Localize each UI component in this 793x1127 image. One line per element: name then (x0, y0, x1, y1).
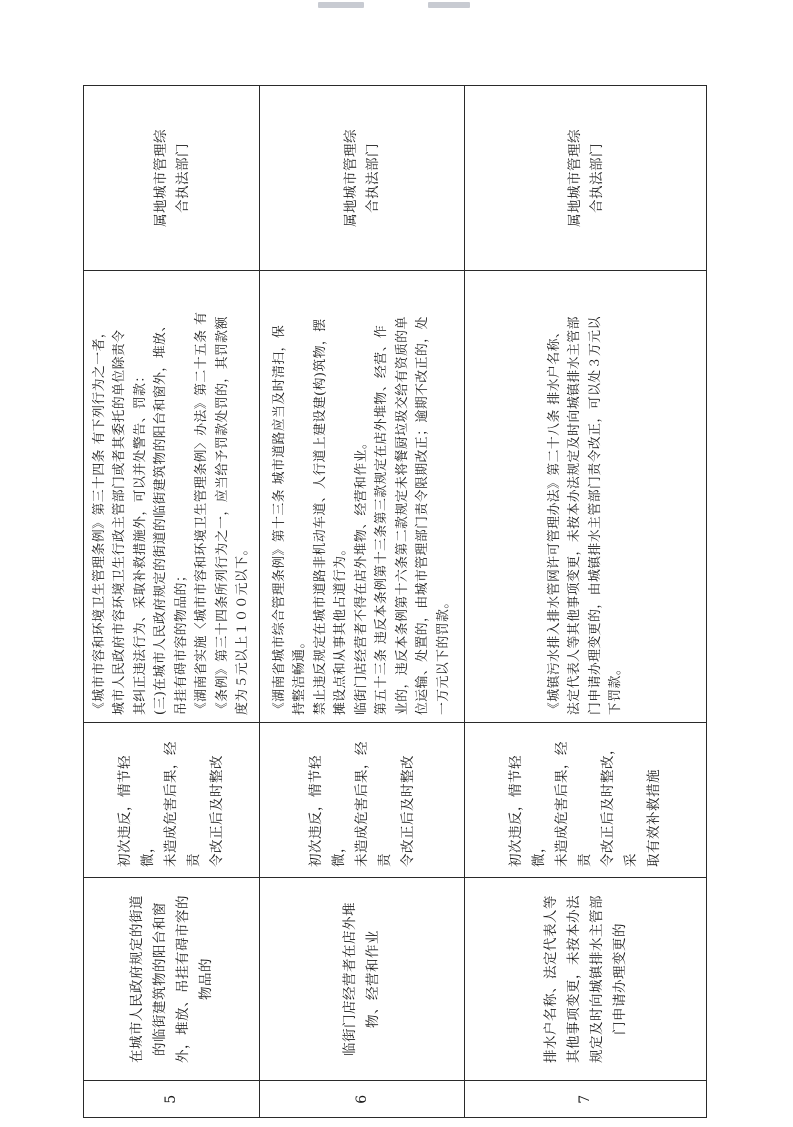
scan-mark (428, 2, 470, 8)
text-line: 令改正后及时整改 (399, 755, 416, 867)
text-line: 物、经营和作业 (365, 930, 381, 1028)
table-row (84, 86, 260, 1118)
text-line: 未造成危害后果，经责 (163, 741, 202, 867)
scan-mark (318, 2, 364, 8)
text-line: 《湖南省城市综合管理条例》第十三条 城市道路应当及时清扫，保 (271, 324, 287, 715)
violation-item (465, 878, 707, 1081)
text-line: 外，堆放、吊挂有碍市容的 (174, 895, 191, 1063)
text-line: 下罚款。 (608, 661, 623, 715)
text-line: 排水户名称、法定代表人等 (542, 895, 559, 1063)
text-line: 位运输、处置的，由城市管理部门责令限期改正；逾期不改正的，处 (415, 316, 431, 715)
text-line: 其他事项变更，未按本办法 (565, 895, 582, 1063)
text-line: 度为５元以上１００元以下。 (235, 542, 250, 715)
rotated-page (83, 86, 706, 1118)
enforcement-department (260, 86, 465, 271)
text-line: 初次违反，情节轻微， (307, 755, 347, 867)
exemption-condition (84, 723, 260, 878)
text-line: 属地城市管理综 (566, 129, 583, 227)
text-line: 法定代表人等其他事项变更，未按本办法规定及时向城镇排水主管部 (567, 316, 582, 715)
enforcement-department (465, 86, 707, 271)
text-line: 合执法部门 (174, 143, 191, 213)
text-line: 门申请办理变更的，由城镇排水主管部门责令改正，可以处３万元以 (587, 316, 603, 715)
text-line: 摊设点和从事其他占道行为。 (333, 542, 349, 715)
text-line: 《条例》第三十四条所列行为之一，应当给予罚款处罚的，其罚款额 (214, 316, 230, 715)
text-line: 临街门店经营者在店外堆 (342, 902, 358, 1056)
text-line: 在城市人民政府规定的街道 (128, 895, 145, 1063)
row-number: 6 (260, 1081, 465, 1118)
legal-basis (260, 271, 465, 723)
text-line: 禁止违反规定在城市道路非机动车道、人行道上建设建(构)筑物，摆 (312, 318, 328, 715)
text-line: 属地城市管理综 (343, 129, 359, 227)
text-line: 第五十三条 违反本条例第十三条第三款规定在店外堆物、经营、作 (374, 324, 390, 715)
violation-item (260, 878, 465, 1081)
text-line: 临街门店经营者不得在店外堆物、经营和作业。 (353, 435, 369, 715)
row-number: 5 (84, 1081, 260, 1118)
enforcement-department (84, 86, 260, 271)
text-line: 属地城市管理综 (152, 129, 169, 227)
text-line: 的临街建筑物的阳台和窗 (151, 902, 168, 1056)
exemption-condition (260, 723, 465, 878)
exemption-condition (465, 723, 707, 878)
text-line: 合执法部门 (365, 143, 381, 213)
text-line: 未造成危害后果，经责 (353, 741, 393, 867)
legal-basis (84, 271, 260, 723)
legal-basis (465, 271, 707, 723)
row-number: 7 (465, 1081, 707, 1118)
text-line: 城市人民政府市容环境卫生行政主管部门或者其委托的单位除责令 (112, 329, 127, 715)
table-row (260, 86, 465, 1118)
text-line: 取有效补救措施 (646, 769, 662, 867)
text-line: 《城市市容和环境卫生管理条例》第三十四条 有下列行为之一者， (91, 324, 107, 715)
table-row (465, 86, 707, 1118)
text-line: 门申请办理变更的 (611, 923, 628, 1035)
text-line: 吊挂有碍市容的物品的； (173, 568, 189, 715)
text-line: (三)在城市人民政府规定的街道的临街建筑物的阳台和窗外，堆放、 (153, 318, 168, 715)
text-line: 未造成危害后果，经责 (554, 741, 593, 867)
text-line: 令改正后及时整改 (209, 755, 225, 867)
text-line: 初次违反，情节轻微， (117, 755, 156, 867)
text-line: 物品的 (197, 958, 214, 1000)
text-line: 业的，违反本条例第十六条第二款规定未将餐厨垃圾交给有资质的单 (394, 316, 410, 715)
text-line: 持整洁畅通。 (292, 635, 308, 715)
text-line: 其纠正违法行为、采取补救措施外，可以并处警告、罚款： (132, 369, 148, 715)
text-line: 《湖南省实施〈城市市容和环境卫生管理条例〉办法》第二十五条 有 (194, 311, 209, 715)
text-line: 令改正后及时整改，采 (600, 741, 639, 867)
text-line: 规定及时向城镇排水主管部 (588, 895, 605, 1063)
text-line: 初次违反，情节轻微， (508, 755, 547, 867)
text-line: 《城镇污水排入排水管网许可管理办法》第二十八条 排水户名称、 (546, 324, 562, 715)
text-line: 一万元以下的罚款。 (435, 595, 451, 715)
violation-item (84, 878, 260, 1081)
text-line: 合执法部门 (588, 143, 605, 213)
regulation-table (83, 85, 707, 1118)
